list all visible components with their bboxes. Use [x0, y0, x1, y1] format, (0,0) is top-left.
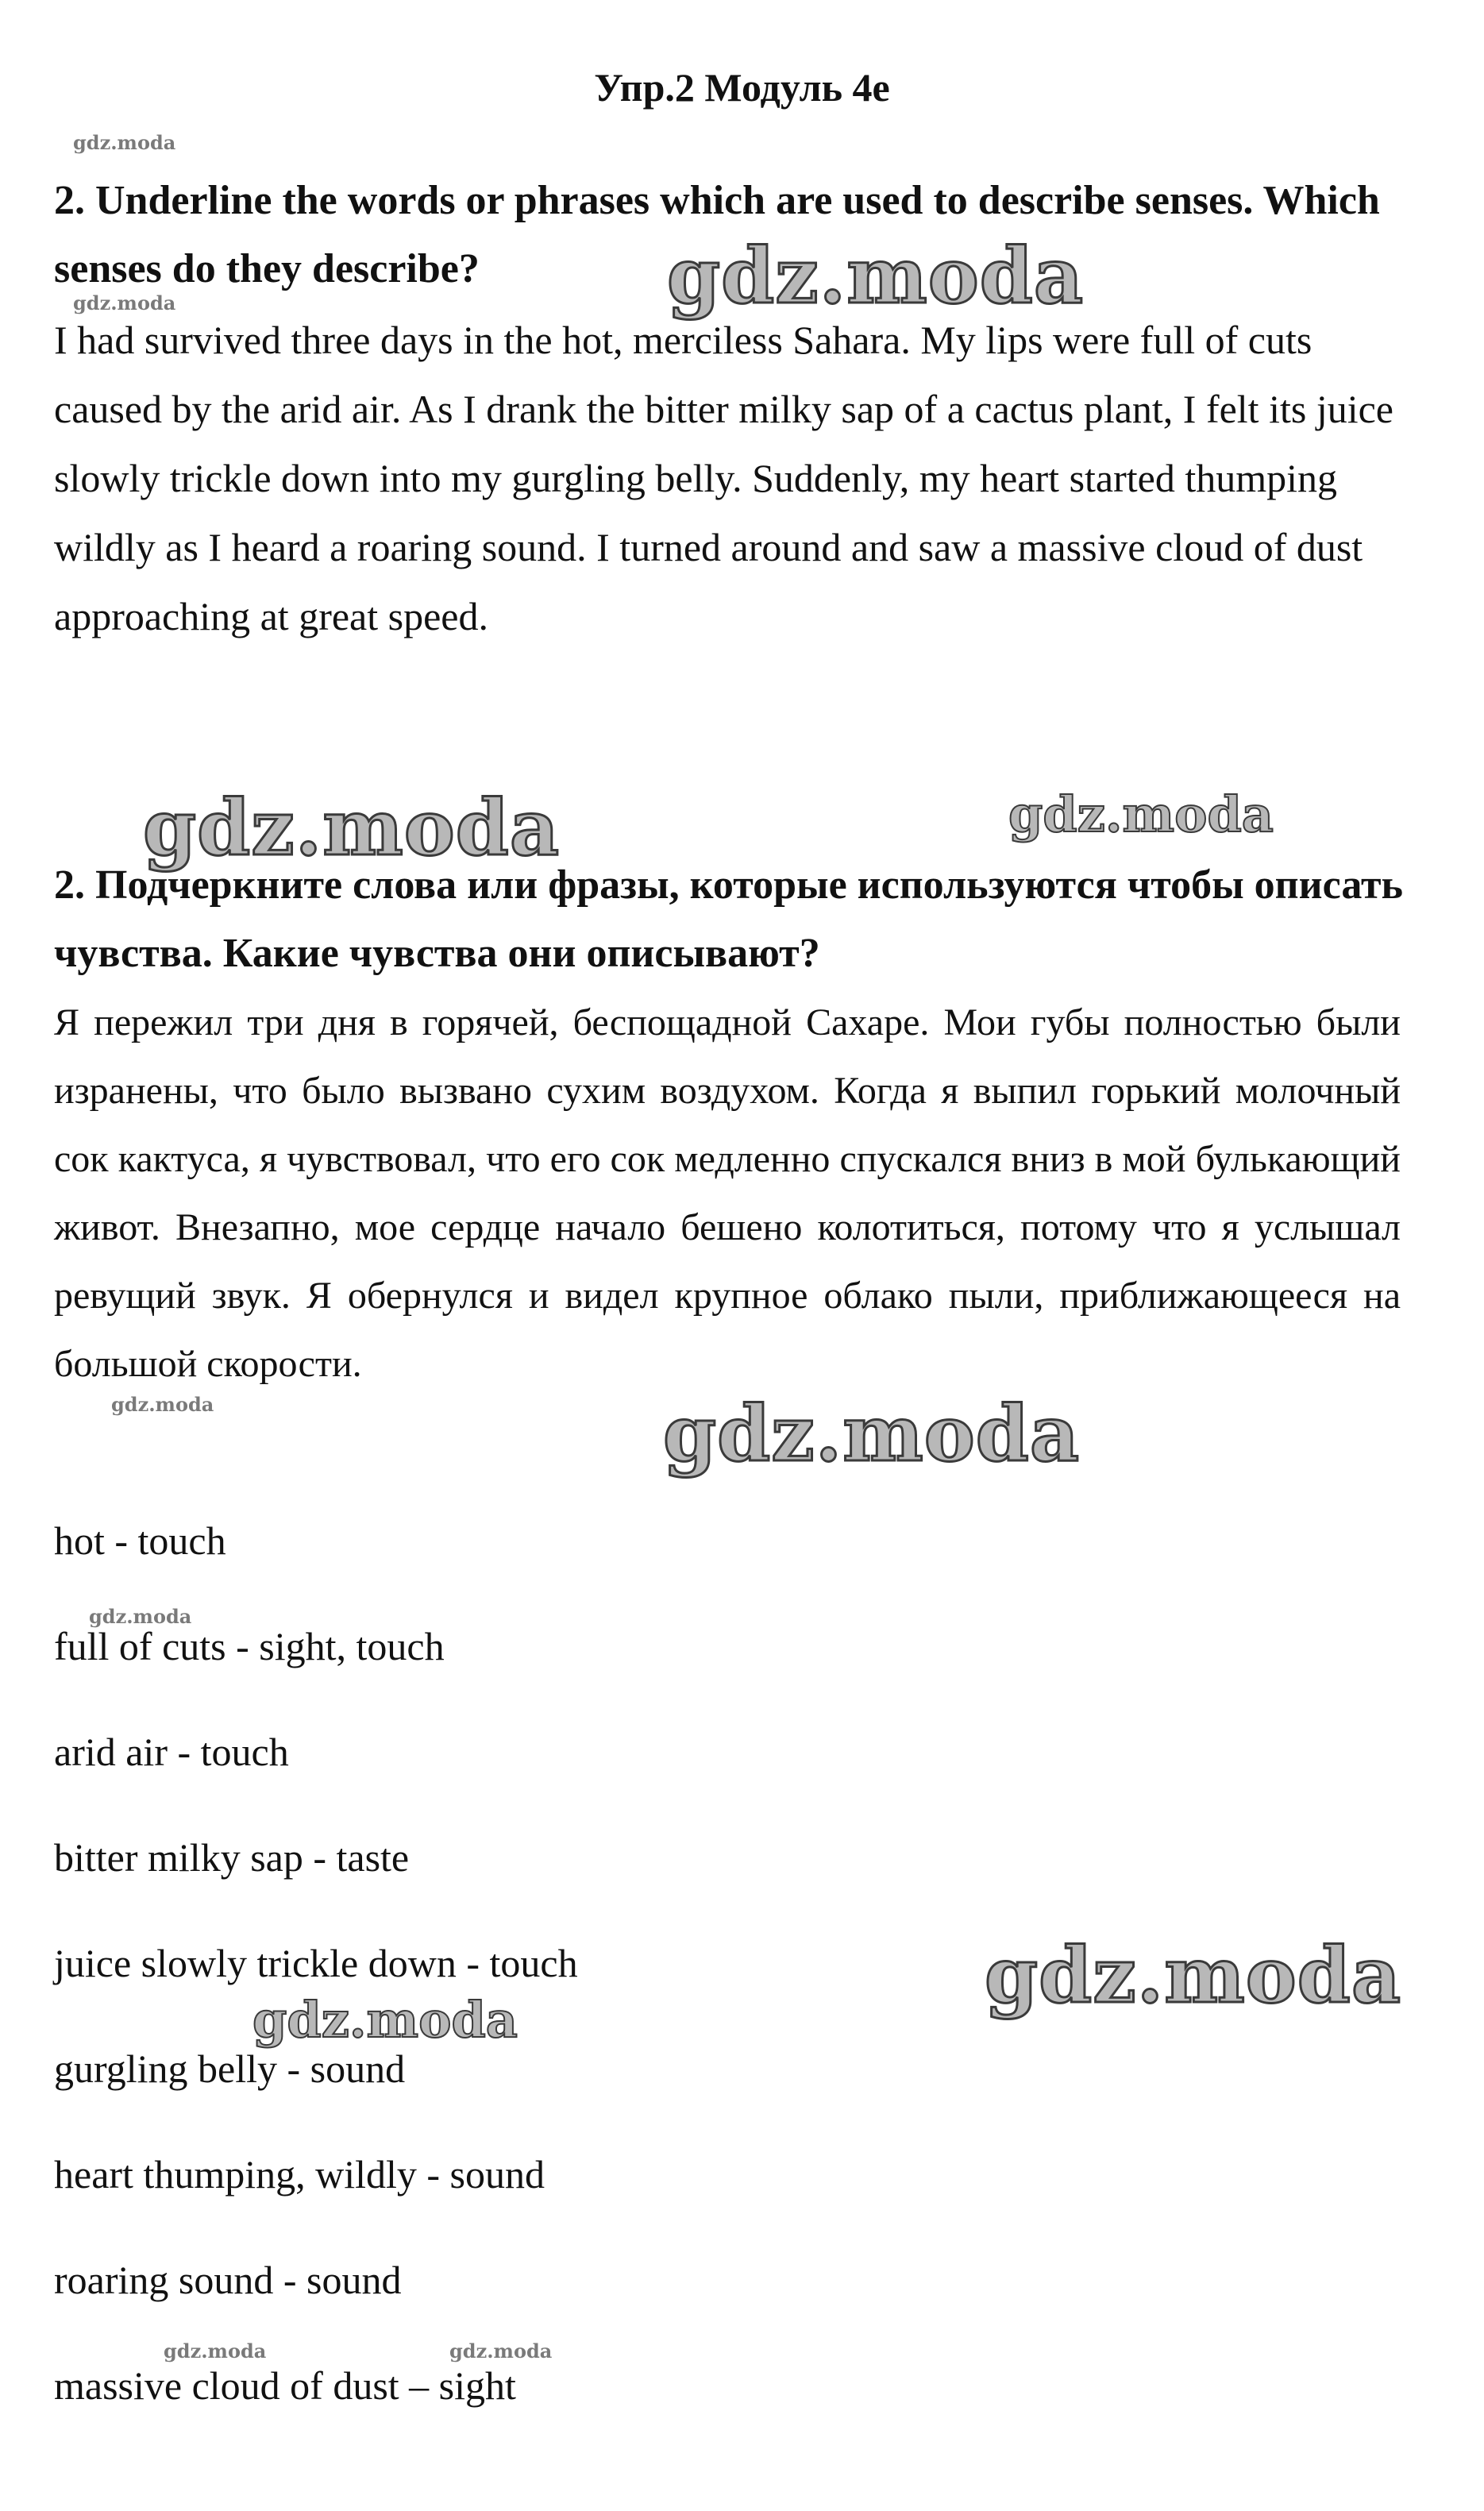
russian-passage: Я пережил три дня в горячей, беспощадной Сахаре. Мои губы полностью были изранены, что было вызвано сухим воздухом. Когда я выпил горький молочный сок кактуса, я чувствовал, что его сок медленно спускался вниз в мой булькающий живот. Внезапно, мое сердце начало бешено колотиться, потому что я услышал ревущий звук. Я обернулся и видел крупное облако пыли, приближающееся на большой скорости. [54, 1001, 1401, 1385]
answer-item: roaring sound - sound [54, 2258, 402, 2302]
answer-list [54, 1509, 578, 2459]
answer-item: heart thumping, wildly - sound [54, 2152, 545, 2197]
page-title: Упр.2 Модуль 4е [594, 65, 890, 110]
answer-item: full of cuts - sight, touch [54, 1624, 445, 1668]
answer-item: gurgling belly - sound [54, 2046, 406, 2091]
english-passage: I had survived three days in the hot, merciless Sahara. My lips were full of cuts caused by the arid air. As I drank the bitter milky sap of a cactus plant, I felt its juice slowly trickle down into my gurgling belly. Suddenly, my heart started thumping wildly as I heard a roaring sound. I turned around and saw a massive cloud of dust approaching at great speed. [54, 318, 1393, 638]
answer-item: hot - touch [54, 1518, 226, 1563]
watermark: gdz.moda [667, 231, 1085, 321]
answer-item: arid air - touch [54, 1730, 289, 1774]
watermark: gdz.moda [89, 1605, 192, 1628]
watermark: gdz.moda [449, 2339, 553, 2362]
watermark: gdz.moda [143, 783, 561, 873]
watermark: gdz.moda [73, 131, 176, 154]
watermark: gdz.moda [663, 1389, 1081, 1479]
watermark: gdz.moda [111, 1393, 214, 1416]
watermark: gdz.moda [252, 1991, 518, 2049]
answer-item: massive cloud of dust – sight [54, 2363, 516, 2408]
watermark: gdz.moda [164, 2339, 267, 2362]
english-task-heading: 2. Underline the words or phrases which are used to describe senses. Which senses do they describe? [54, 178, 1380, 291]
watermark: gdz.moda [985, 1930, 1402, 2020]
watermark: gdz.moda [1008, 785, 1274, 843]
russian-task-heading: 2. Подчеркните слова или фразы, которые используются чтобы описать чувства. Какие чувства они описывают? [54, 862, 1404, 976]
answer-item: juice slowly trickle down - touch [54, 1941, 578, 1985]
answer-item: bitter milky sap - taste [54, 1835, 410, 1880]
watermark: gdz.moda [73, 291, 176, 314]
